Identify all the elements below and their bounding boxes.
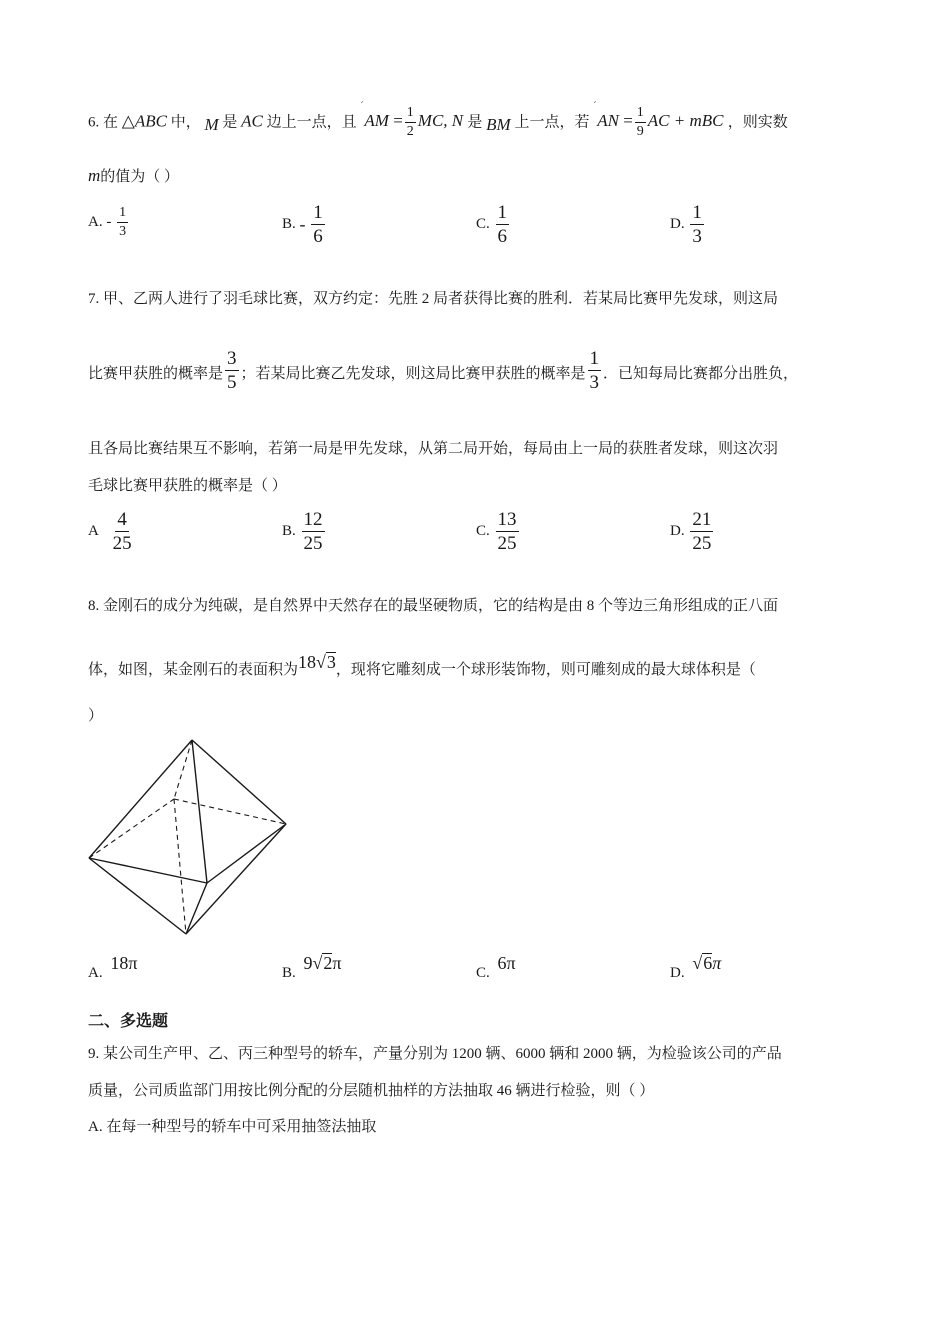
q6-text: 的值为（ ）: [100, 169, 180, 185]
question-7-line-3: 且各局比赛结果互不影响，若第一局是甲先发球，从第二局开始，每局由上一局的获胜者发球，则这次羽: [88, 441, 779, 457]
q6-text: 边上一点，且: [266, 114, 357, 131]
question-9-line-1: 9. 某公司生产甲、乙、丙三种型号的轿车，产量分别为 1200 辆、6000 辆和 2000 辆，为检验该公司的产品: [88, 1046, 782, 1062]
option-label: D.: [670, 965, 685, 982]
option-fraction: [496, 203, 510, 246]
question-6-stem: [88, 101, 788, 139]
fraction-den: 5: [227, 372, 237, 394]
fraction-num: 1: [117, 206, 128, 223]
q7-option-b[interactable]: [282, 510, 327, 553]
option-label: A.: [88, 214, 103, 230]
q6-eq2-num: 1: [635, 106, 646, 123]
option-label: A: [88, 523, 99, 539]
fraction-num: 21: [692, 509, 712, 530]
q7-text: ．已知每局比赛都分出胜负，: [603, 366, 799, 382]
fraction-den: 25: [303, 533, 323, 554]
option-pi: π: [332, 953, 342, 973]
fraction-num: 1: [313, 202, 323, 223]
question-7-line-2: [88, 348, 799, 396]
area-radicand: 3: [326, 652, 336, 672]
edge-top-left: [89, 740, 192, 858]
option-fraction: [496, 510, 519, 553]
q7-text: 比赛甲获胜的概率是: [88, 366, 224, 382]
section-title: 二、多选题: [88, 1011, 169, 1030]
q6-text: 上一点，若: [514, 114, 590, 131]
edge-front-right: [207, 824, 286, 883]
q8-text: 体，如图，某金刚石的表面积为: [88, 662, 299, 678]
option-pi: π: [712, 953, 722, 973]
q6-text: 是: [467, 114, 483, 131]
q6-eq1-rhs: MC, N: [417, 111, 464, 131]
option-fraction: [117, 206, 128, 239]
fraction-den: 3: [119, 224, 127, 239]
q6-eq2-den: 9: [636, 124, 644, 139]
q8-surface-area: 18√3: [298, 652, 336, 672]
q6-number: 6.: [88, 114, 100, 131]
edge-top-front: [192, 740, 207, 883]
hidden-edge-top-back: [174, 740, 192, 799]
fraction-den: 3: [692, 226, 702, 247]
q6-option-a[interactable]: [88, 206, 130, 239]
q6-text: 中，: [170, 114, 201, 131]
question-8-line-2: [88, 654, 756, 684]
option-label: B.: [282, 523, 296, 539]
question-7-line-4: 毛球比赛甲获胜的概率是（ ）: [88, 478, 287, 494]
q8-option-b[interactable]: [282, 953, 342, 982]
q6-eq1-lhs: AM: [364, 111, 389, 131]
octahedron-figure: [80, 732, 294, 942]
fraction-num: 3: [227, 348, 237, 370]
option-label: C.: [476, 216, 490, 232]
option-label: D.: [670, 523, 685, 539]
question-8-line-3: ）: [88, 708, 104, 724]
fraction-den: 25: [692, 533, 712, 554]
q8-text: ，现将它雕刻成一个球形装饰物，则可雕刻成的最大球体积是（: [335, 662, 756, 678]
q6-text: ，则实数: [727, 114, 788, 131]
fraction-den: 3: [589, 372, 600, 394]
fraction-den: 6: [497, 226, 508, 247]
q6-eq2-lhs: AN: [597, 111, 619, 131]
option-label: C.: [476, 965, 490, 982]
q6-point-m: M: [204, 115, 219, 135]
q6-eq1-num: 1: [405, 106, 416, 123]
fraction-num: 1: [692, 202, 702, 223]
area-coef: 18: [298, 652, 317, 672]
question-6-stem-2: [88, 166, 179, 187]
q6-option-c[interactable]: [476, 203, 511, 246]
fraction-den: 25: [112, 533, 132, 554]
q7-prob-1: [225, 349, 239, 392]
q6-equation-2: ˊ AN = $\frac{1}{9}$ AC + mBC: [593, 101, 724, 139]
edge-left-bottom: [89, 858, 186, 934]
fraction-den: 25: [497, 533, 517, 554]
q6-var-m: m: [88, 166, 101, 185]
question-9-line-2: 质量，公司质监部门用按比例分配的分层随机抽样的方法抽取 46 辆进行检验，则（ ）: [88, 1083, 655, 1099]
q6-text: 在: [103, 114, 119, 131]
q6-triangle: △ABC: [121, 111, 167, 131]
q7-text: ；若某局比赛乙先发球，则这局比赛甲获胜的概率是: [240, 366, 586, 382]
option-label: B.: [282, 216, 296, 232]
option-fraction: [302, 510, 325, 553]
q7-option-d[interactable]: [670, 510, 715, 553]
q8-option-a[interactable]: [88, 953, 138, 982]
hidden-edge-back-bottom: [174, 799, 186, 934]
q6-equation-1: ˊ AM = $\frac{1}{2}$ MC, N: [360, 101, 464, 139]
option-label: D.: [670, 216, 685, 232]
option-label: A.: [88, 965, 103, 982]
question-7-line-1: 7. 甲、乙两人进行了羽毛球比赛，双方约定：先胜 2 局者获得比赛的胜利．若某局比赛甲先发球，则这局: [88, 291, 779, 307]
q8-option-c[interactable]: [476, 953, 516, 982]
q6-segment-ac: AC: [241, 111, 263, 131]
q6-option-b[interactable]: [282, 203, 327, 246]
edge-top-right: [192, 740, 286, 824]
option-value: 9√2π: [303, 953, 342, 973]
option-coef: 9: [303, 953, 313, 973]
q6-segment-bm: BM: [486, 115, 511, 135]
fraction-num: 13: [497, 509, 517, 530]
q6-option-d[interactable]: [670, 203, 706, 246]
option-radicand: 6: [703, 953, 713, 973]
option-value: √6π: [692, 953, 722, 973]
option-fraction: [311, 203, 325, 246]
q8-option-d[interactable]: [670, 953, 722, 982]
option-fraction: [111, 510, 134, 553]
fraction-num: 12: [303, 509, 323, 530]
option-value: 6π: [497, 953, 516, 973]
question-8-line-1: 8. 金刚石的成分为纯碳，是自然界中天然存在的最坚硬物质，它的结构是由 8 个等边三角形组成的正八面: [88, 598, 779, 614]
option-label: C.: [476, 523, 490, 539]
option-value: 18π: [110, 953, 138, 973]
q7-option-c[interactable]: [476, 510, 521, 553]
q6-text: 是: [222, 114, 238, 131]
edge-front-bottom: [186, 883, 207, 934]
edge-right-bottom: [186, 824, 286, 934]
fraction-num: 1: [589, 348, 600, 370]
option-sign: -: [299, 214, 306, 234]
option-fraction: [690, 510, 713, 553]
fraction-num: 1: [497, 202, 508, 223]
option-fraction: [690, 203, 704, 246]
q6-eq2-rhs: AC + mBC: [647, 111, 724, 131]
q9-option-a[interactable]: A. 在每一种型号的轿车中可采用抽签法抽取: [88, 1119, 377, 1135]
fraction-den: 6: [313, 226, 323, 247]
fraction-num: 4: [117, 509, 127, 530]
q7-option-a[interactable]: [88, 510, 136, 553]
hidden-edge-left-back: [89, 799, 174, 858]
q6-eq1-den: 2: [406, 124, 414, 139]
option-radicand: 2: [323, 953, 333, 973]
hidden-edge-back-right: [174, 799, 286, 824]
option-label: B.: [282, 965, 296, 982]
q7-prob-2: [588, 349, 602, 392]
edge-left-front: [89, 858, 207, 883]
option-sign: -: [106, 214, 112, 230]
